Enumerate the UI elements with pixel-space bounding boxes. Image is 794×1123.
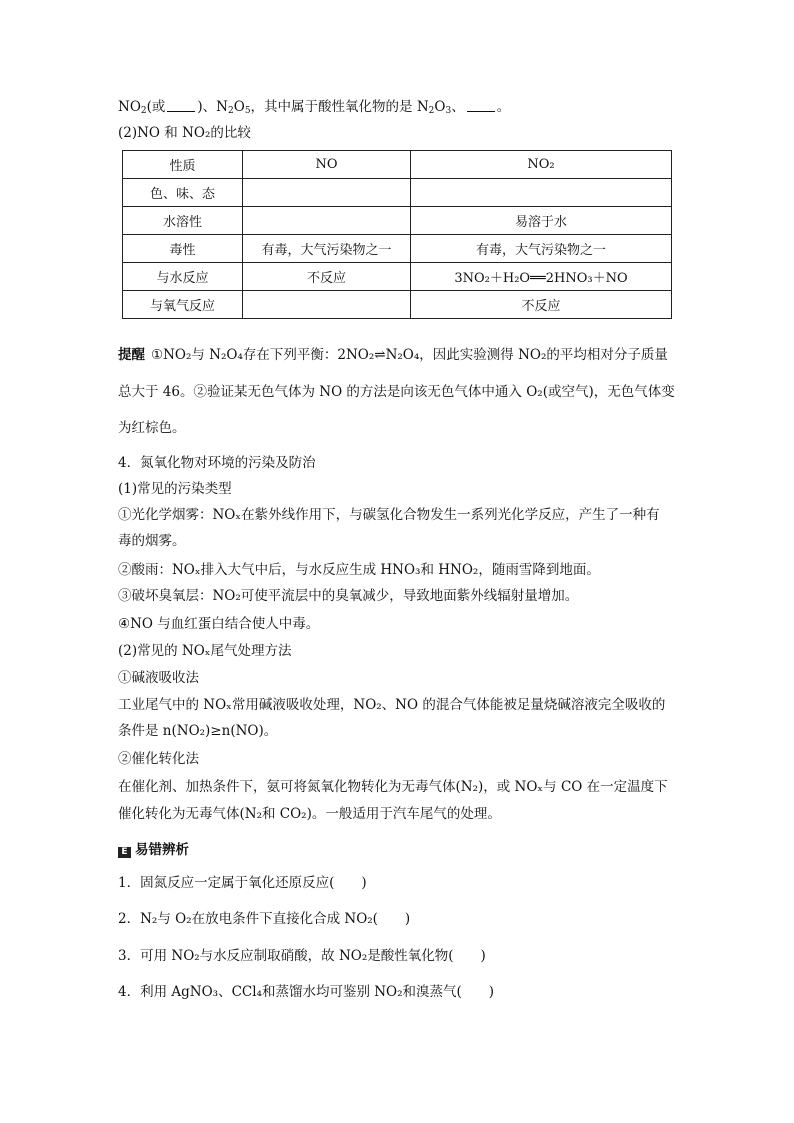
- subheading: (2)常见的 NOₓ尾气处理方法: [118, 643, 292, 659]
- paragraph: 催化转化为无毒气体(N₂和 CO₂)。一般适用于汽车尾气的处理。: [118, 806, 501, 822]
- method-title: ①碱液吸收法: [118, 670, 199, 686]
- comparison-table: [122, 150, 672, 319]
- table-cell: [411, 179, 672, 207]
- table-cell: 与氧气反应: [123, 291, 243, 319]
- method-title: ②催化转化法: [118, 751, 199, 767]
- table-cell: 不反应: [243, 263, 411, 291]
- table-cell: [243, 179, 411, 207]
- list-item: 1．固氮反应一定属于氧化还原反应( ): [118, 875, 367, 891]
- table-cell: 毒性: [123, 235, 243, 263]
- table-cell: 不反应: [411, 291, 672, 319]
- table-cell: 色、味、态: [123, 179, 243, 207]
- table-cell: 与水反应: [123, 263, 243, 291]
- subscript: 2: [228, 106, 234, 116]
- subscript: 2: [428, 106, 435, 116]
- header-cell: 性质: [123, 151, 243, 179]
- table-cell: 易溶于水: [411, 207, 672, 235]
- subscript: 2: [140, 106, 147, 116]
- error-analysis-heading: [118, 840, 189, 860]
- section-e-icon: E: [118, 847, 131, 858]
- paragraph: ④NO 与血红蛋白结合使人中毒。: [118, 616, 320, 632]
- text: )、N: [197, 99, 228, 115]
- list-item: 3．可用 NO₂与水反应制取硝酸，故 NO₂是酸性氧化物( ): [118, 948, 486, 964]
- table-row: [123, 235, 672, 263]
- text: ，其中属于酸性氧化物的是 N: [250, 99, 429, 115]
- table-row: [123, 291, 672, 319]
- table-row: [123, 207, 672, 235]
- table-row: [123, 263, 672, 291]
- paragraph: 在催化剂、加热条件下，氨可将氮氧化物转化为无毒气体(N₂)，或 NOₓ与 CO 在一定温度下: [118, 779, 668, 795]
- paragraph: 工业尾气中的 NOₓ常用碱液吸收处理，NO₂、NO 的混合气体能被足量烧碱溶液完全吸收的: [118, 697, 666, 713]
- tip-line-1: [118, 345, 668, 365]
- text: (或: [146, 99, 166, 115]
- header-cell: NO: [243, 151, 411, 179]
- text: 、: [451, 99, 465, 115]
- paragraph: ①光化学烟雾：NOₓ在紫外线作用下，与碳氢化合物发生一系列光化学反应，产生了一种有: [118, 507, 660, 523]
- text: 。: [496, 99, 511, 115]
- subscript: 3: [445, 106, 452, 116]
- list-item: 2．N₂与 O₂在放电条件下直接化合成 NO₂( ): [118, 911, 411, 927]
- header-cell: NO₂: [411, 151, 672, 179]
- table-row: [123, 179, 672, 207]
- tip-line-3: 为红棕色。: [118, 420, 186, 436]
- table-cell: [243, 291, 411, 319]
- text: NO: [118, 99, 141, 115]
- fill-blank: [167, 99, 195, 112]
- paragraph: 条件是 n(NO₂)≥n(NO)。: [118, 723, 278, 739]
- paragraph: ②酸雨：NOₓ排入大气中后，与水反应生成 HNO₃和 HNO₂，随雨雪降到地面。: [118, 562, 600, 578]
- table-cell: 水溶性: [123, 207, 243, 235]
- fill-blank: [467, 99, 495, 112]
- tip-label: 提醒: [118, 347, 145, 363]
- text: O: [233, 99, 245, 115]
- table-cell: 有毒，大气污染物之一: [243, 235, 411, 263]
- table-cell: 3NO₂＋H₂O══2HNO₃＋NO: [411, 263, 672, 291]
- paragraph: ③破坏臭氧层：NO₂可使平流层中的臭氧减少，导致地面紫外线辐射量增加。: [118, 588, 579, 604]
- tip-line-2: 总大于 46。②验证某无色气体为 NO 的方法是向该无色气体中通入 O₂(或空气)，无色气体变: [118, 384, 675, 400]
- list-item: 4．利用 AgNO₃、CCl₄和蒸馏水均可鉴别 NO₂和溴蒸气( ): [118, 984, 495, 1000]
- comparison-heading: (2)NO 和 NO₂的比较: [118, 125, 251, 141]
- table-cell: 有毒，大气污染物之一: [411, 235, 672, 263]
- text: O: [434, 99, 446, 115]
- tip-text: ①NO₂与 N₂O₄存在下列平衡：2NO₂⇌N₂O₄，因此实验测得 NO₂的平均相对分子质量: [151, 347, 668, 363]
- paragraph: 毒的烟雾。: [118, 533, 186, 549]
- section-heading-text: 易错辨析: [135, 842, 189, 858]
- subscript: 5: [244, 106, 251, 116]
- section-title: 4．氮氧化物对环境的污染及防治: [118, 455, 316, 471]
- table-header-row: [123, 151, 672, 179]
- subheading: (1)常见的污染类型: [118, 481, 232, 497]
- table-cell: [243, 207, 411, 235]
- oxides-line: [118, 97, 510, 117]
